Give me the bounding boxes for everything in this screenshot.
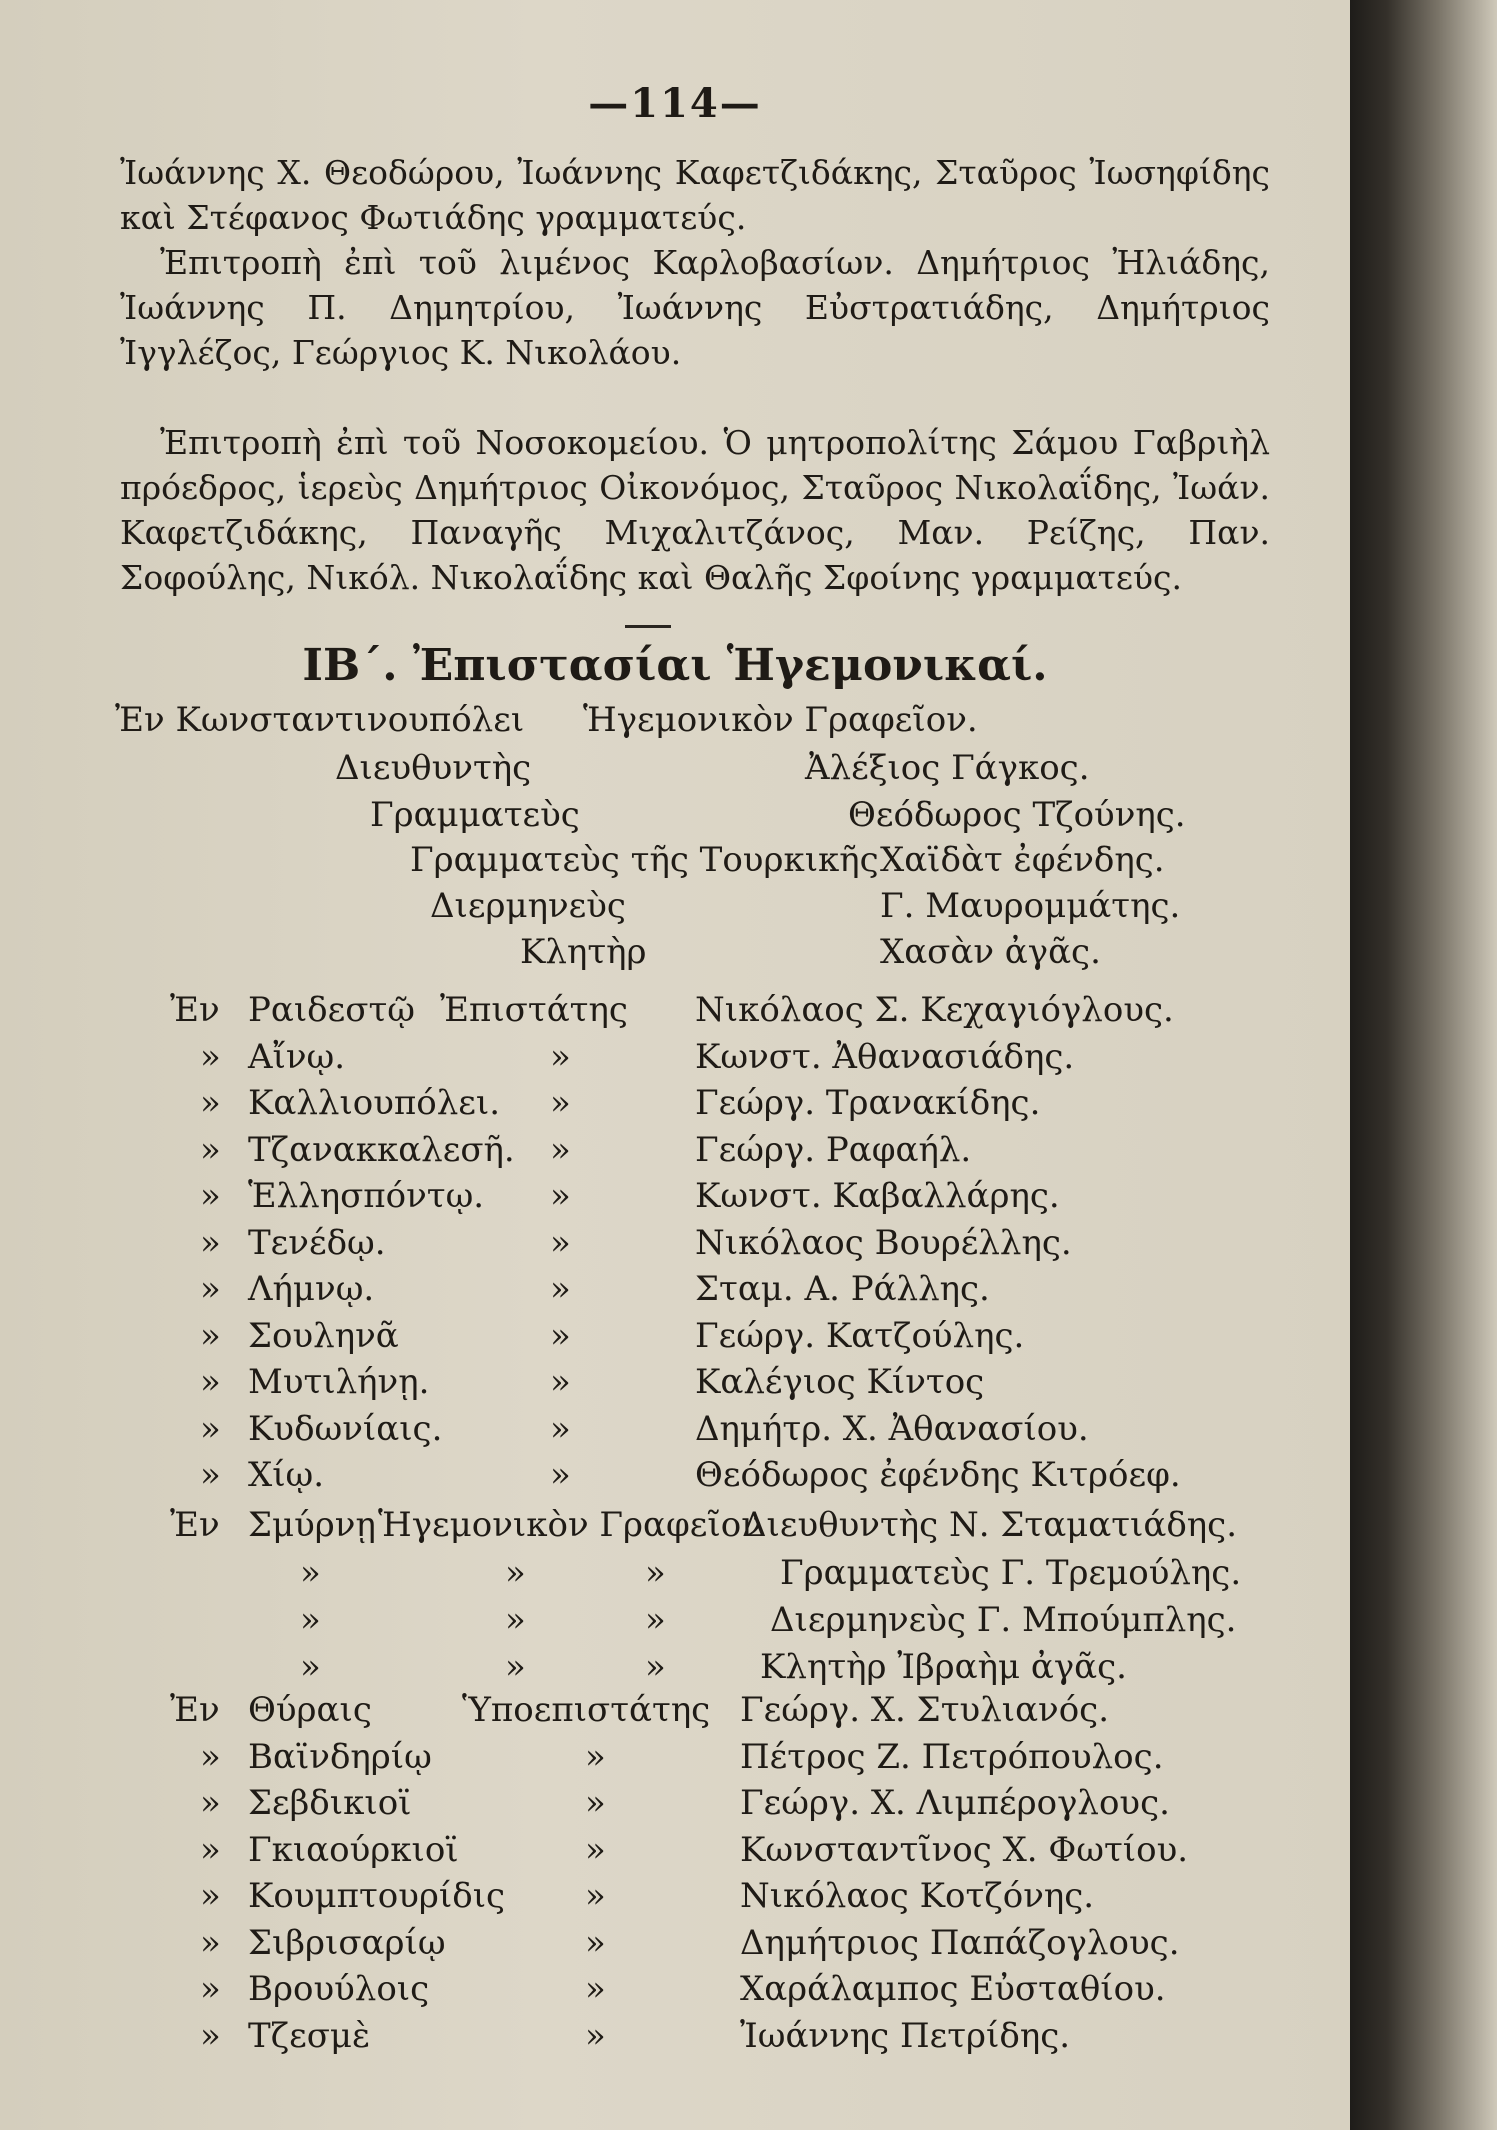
ditto-mark: » — [645, 1553, 666, 1593]
table-row — [0, 1455, 1350, 1497]
paragraph-text: Ἐπιτροπὴ ἐπὶ τοῦ λιμένος Καρλοβασίων. Δημήτριος Ἠλιάδης, Ἰωάννης Π. Δημητρίου, Ἰωάννης Εὐστρατιάδης, Δημήτριος Ἰγγλέζος, Γεώργιος Κ. Νικολάου. — [120, 243, 1270, 372]
table-row — [0, 1600, 1350, 1642]
office-name: Ἡγεμονικὸν Γραφεῖον. — [583, 700, 978, 740]
table-row — [0, 1223, 1350, 1265]
row-role: » — [550, 1315, 571, 1356]
ditto-mark: » — [645, 1647, 666, 1687]
row-prefix: » — [200, 1083, 221, 1123]
row-role: » — [585, 1969, 606, 2009]
row-person: Κωνστ. Καβαλλάρης. — [695, 1176, 1060, 1216]
office-line — [115, 700, 978, 740]
row-prefix: » — [200, 1269, 221, 1309]
row-person: Γραμματεὺς Γ. Τρεμούλης. — [780, 1553, 1242, 1593]
row-person: Γεώργ. Χ. Λιμπέρογλους. — [740, 1783, 1170, 1823]
ditto-mark: » — [645, 1600, 666, 1640]
staff-role: Γραμματεὺς τῆς Τουρκικῆς — [410, 840, 879, 880]
staff-person: Χασὰν ἀγᾶς. — [880, 932, 1101, 972]
row-place: Σουληνᾶ — [248, 1315, 399, 1356]
table-row — [0, 1316, 1350, 1358]
row-place: Λήμνῳ. — [248, 1269, 375, 1309]
row-person: Διευθυντὴς Ν. Σταματιάδης. — [742, 1505, 1238, 1545]
row-place: Βρουύλοις — [248, 1969, 430, 2009]
row-place: Κυδωνίαις. — [248, 1408, 443, 1449]
row-person: Γεώργ. Κατζούλης. — [695, 1315, 1025, 1356]
row-person: Γεώργ. Χ. Στυλιανός. — [740, 1690, 1110, 1730]
row-place: Καλλιουπόλει. — [248, 1083, 501, 1123]
row-person: Δημήτριος Παπάζογλους. — [740, 1922, 1180, 1963]
row-role: » — [585, 1922, 606, 1963]
row-person: Θεόδωρος ἐφένδης Κιτρόεφ. — [695, 1455, 1181, 1495]
table-row — [0, 1409, 1350, 1451]
row-role: » — [550, 1129, 571, 1170]
book-gutter — [1350, 0, 1497, 2130]
row-place: Ραιδεστῷ — [248, 990, 415, 1030]
row-role: » — [550, 1455, 571, 1495]
table-row — [0, 1176, 1350, 1218]
table-row — [0, 1269, 1350, 1311]
row-role: » — [550, 1222, 571, 1263]
row-person: Νικόλαος Κοτζόνης. — [740, 1876, 1095, 1916]
row-role: » — [585, 2015, 606, 2056]
paragraph-text: Ἰωάννης Χ. Θεοδώρου, Ἰωάννης Καφετζιδάκης, Σταῦρος Ἰωσηφίδης καὶ Στέφανος Φωτιάδης γραμματεύς. — [120, 153, 1270, 237]
row-prefix: » — [200, 1922, 221, 1963]
row-person: Νικόλαος Σ. Κεχαγιόγλους. — [695, 990, 1174, 1030]
staff-role: Διερμηνεὺς — [430, 886, 626, 926]
staff-person: Ἀλέξιος Γάγκος. — [805, 748, 1090, 788]
staff-role: Διευθυντὴς — [335, 748, 532, 788]
row-prefix: » — [200, 1222, 221, 1263]
row-prefix: » — [200, 1455, 221, 1495]
row-prefix: Ἐν — [170, 1505, 220, 1545]
row-prefix: » — [200, 1408, 221, 1449]
row-role: » — [550, 1362, 571, 1402]
table-row — [0, 1876, 1350, 1918]
row-role: » — [585, 1876, 606, 1916]
row-prefix: » — [200, 1783, 221, 1823]
row-place: Τζανακκαλεσῆ. — [248, 1129, 515, 1170]
table-row — [0, 1690, 1350, 1732]
row-prefix: » — [200, 1362, 221, 1402]
paragraph-hospital-committee — [120, 420, 1270, 600]
row-role: Ὑποεπιστάτης — [462, 1690, 711, 1730]
paragraph-text: Ἐπιτροπὴ ἐπὶ τοῦ Νοσοκομείου. Ὁ μητροπολίτης Σάμου Γαβριὴλ πρόεδρος, ἱερεὺς Δημήτριος Οἰκονόμος, Σταῦρος Νικολαΐδης, Ἰωάν. Καφετζιδάκης, Παναγῆς Μιχαλιτζάνος, Μαν. Ρείζης, Παν. Σοφούλης, Νικόλ. Νικολαΐδης καὶ Θαλῆς Σφοίνης γραμματεύς. — [120, 423, 1270, 597]
table-row — [0, 1647, 1350, 1689]
row-role: Ἐπιστάτης — [440, 990, 628, 1030]
ditto-mark: » — [505, 1553, 526, 1593]
ditto-mark: » — [505, 1647, 526, 1687]
row-place: Τζεσμὲ — [248, 2015, 371, 2056]
row-role: » — [585, 1736, 606, 1777]
row-person: Χαράλαμπος Εὐσταθίου. — [740, 1969, 1166, 2009]
section-divider — [625, 625, 671, 628]
table-row — [0, 1505, 1350, 1547]
row-role: » — [585, 1783, 606, 1823]
row-role: » — [550, 1083, 571, 1123]
row-place: Σμύρνῃ — [248, 1505, 376, 1545]
row-person: Ἰωάννης Πετρίδης. — [740, 2015, 1071, 2056]
row-person: Κλητὴρ Ἰβραὴμ ἀγᾶς. — [760, 1647, 1127, 1687]
row-prefix: » — [200, 1829, 221, 1870]
row-prefix: » — [200, 1129, 221, 1170]
page-number: —114— — [588, 80, 762, 127]
table-row — [0, 1083, 1350, 1125]
paragraph-committee-list — [120, 150, 1270, 240]
row-role: » — [550, 1176, 571, 1216]
row-person: Καλέγιος Κίντος — [695, 1362, 985, 1402]
staff-role: Γραμματεὺς — [370, 795, 580, 835]
table-row — [0, 1362, 1350, 1404]
row-place: Θύραις — [248, 1690, 372, 1730]
row-person: Δημήτρ. Χ. Ἀθανασίου. — [695, 1408, 1089, 1449]
row-prefix: » — [200, 1315, 221, 1356]
row-role: » — [585, 1829, 606, 1870]
staff-person: Γ. Μαυρομμάτης. — [880, 886, 1181, 926]
row-office: Ἡγεμονικὸν Γραφεῖον — [378, 1505, 762, 1545]
table-row — [0, 1130, 1350, 1172]
row-prefix: » — [200, 1876, 221, 1916]
table-row — [0, 1037, 1350, 1079]
staff-person: Χαϊδὰτ ἐφένδης. — [880, 840, 1165, 880]
row-place: Χίῳ. — [248, 1455, 325, 1495]
row-person: Γεώργ. Τρανακίδης. — [695, 1083, 1041, 1123]
row-place: Τενέδῳ. — [248, 1222, 386, 1263]
table-row — [0, 1783, 1350, 1825]
table-row — [0, 1553, 1350, 1595]
staff-person: Θεόδωρος Τζούνης. — [848, 795, 1186, 835]
ditto-mark: » — [505, 1600, 526, 1640]
row-person: Διερμηνεὺς Γ. Μπούμπλης. — [770, 1600, 1237, 1640]
ditto-mark: » — [300, 1647, 321, 1687]
row-role: » — [550, 1269, 571, 1309]
staff-role: Κλητὴρ — [520, 932, 647, 972]
row-person: Πέτρος Ζ. Πετρόπουλος. — [740, 1736, 1164, 1777]
ditto-mark: » — [300, 1600, 321, 1640]
row-prefix: » — [200, 1036, 221, 1077]
row-person: Νικόλαος Βουρέλλης. — [695, 1222, 1072, 1263]
row-prefix: » — [200, 1736, 221, 1777]
row-prefix: » — [200, 1176, 221, 1216]
table-row — [0, 1969, 1350, 2011]
row-prefix: » — [200, 1969, 221, 2009]
table-row — [0, 2016, 1350, 2058]
row-place: Σιβρισαρίῳ — [248, 1922, 446, 1963]
row-prefix: » — [200, 2015, 221, 2056]
row-person: Κωνσταντῖνος Χ. Φωτίου. — [740, 1829, 1189, 1870]
table-row — [0, 990, 1350, 1032]
office-place: Ἐν Κωνσταντινουπόλει — [115, 700, 525, 740]
table-row — [0, 1737, 1350, 1779]
row-place: Ἑλλησπόντῳ. — [248, 1176, 485, 1216]
paragraph-harbor-committee — [120, 240, 1270, 375]
row-person: Κωνστ. Ἀθανασιάδης. — [695, 1036, 1075, 1077]
row-person: Σταμ. Α. Ράλλης. — [695, 1269, 990, 1309]
row-place: Κουμπτουρίδις — [248, 1876, 506, 1916]
section-heading: ΙΒ΄. Ἐπιστασίαι Ἡγεμονικαί. — [302, 640, 1048, 691]
row-place: Γκιαούρκιοϊ — [248, 1829, 459, 1870]
row-role: » — [550, 1408, 571, 1449]
row-place: Σεβδικιοϊ — [248, 1783, 412, 1823]
row-role: » — [550, 1036, 571, 1077]
row-place: Μυτιλήνῃ. — [248, 1362, 430, 1402]
ditto-mark: » — [300, 1553, 321, 1593]
table-row — [0, 1923, 1350, 1965]
row-place: Αἴνῳ. — [248, 1036, 346, 1077]
row-place: Βαϊνδηρίῳ — [248, 1736, 432, 1777]
row-person: Γεώργ. Ραφαήλ. — [695, 1129, 972, 1170]
row-prefix: Ἐν — [170, 1690, 220, 1730]
table-row — [0, 1830, 1350, 1872]
row-prefix: Ἐν — [170, 990, 220, 1030]
